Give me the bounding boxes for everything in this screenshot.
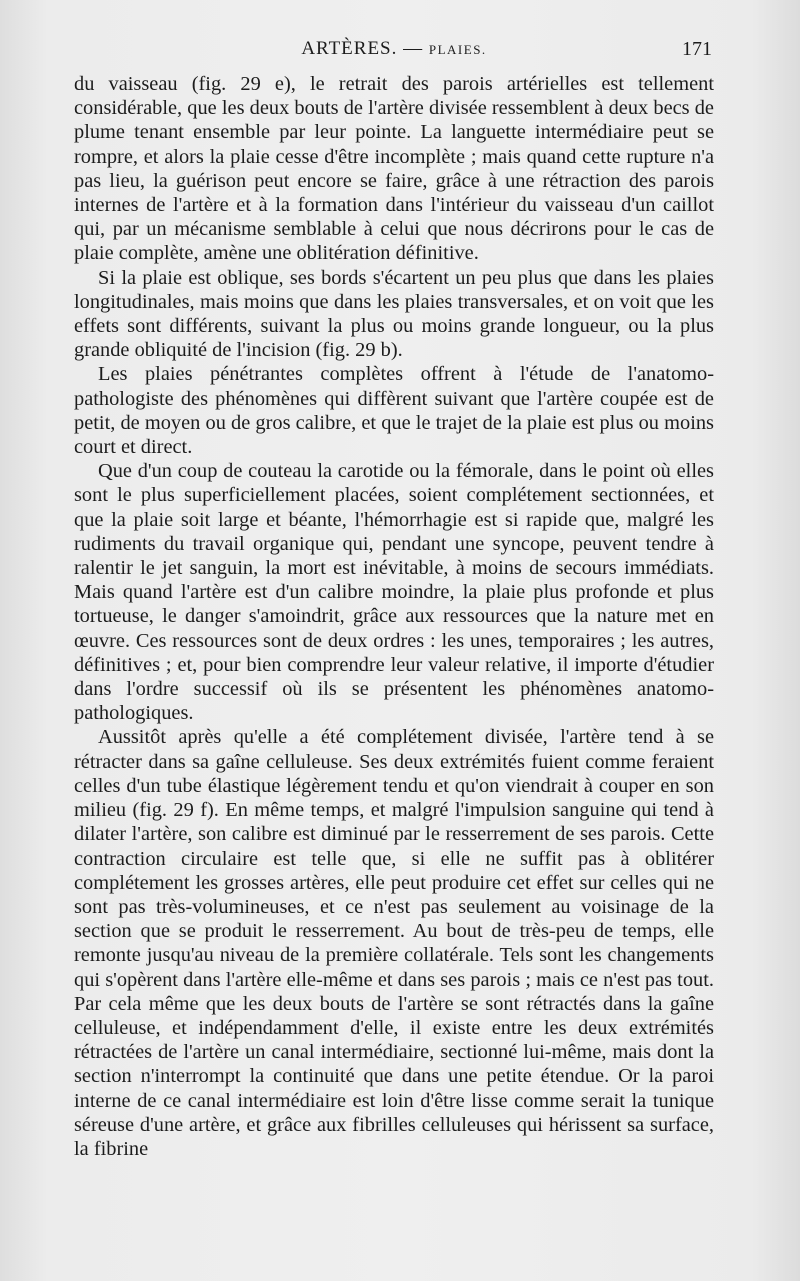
body-text: [74, 72, 714, 1161]
page-number: 171: [682, 38, 712, 60]
page-header: [74, 38, 714, 68]
paragraph-1: du vaisseau (fig. 29 e), le retrait des parois artérielles est tellement considérable, que les deux bouts de l'artère divisée ressemblent à deux becs de plume tenant ensemble par leur pointe. La languette intermédiaire peut se rompre, et alors la plaie cesse d'être incomplète ; mais quand cette rupture n'a pas lieu, la guérison peut encore se faire, grâce à une rétraction des parois internes de l'artère et à la formation dans l'intérieur du vaisseau d'un caillot qui, par un mécanisme semblable à celui que nous décrirons pour le cas de plaie complète, amène une oblitération définitive.: [74, 73, 714, 265]
running-title-main: ARTÈRES. —: [301, 38, 424, 59]
paragraph-4: Que d'un coup de couteau la carotide ou la fémorale, dans le point où elles sont le plus superficiellement placées, soient complétement sectionnées, et que la plaie soit large et béante, l'hémorrhagie est si rapide que, malgré les rudiments du travail organique qui, pendant une syncope, peuvent tendre à ralentir le jet sanguin, la mort est inévitable, à moins de secours immédiats. Mais quand l'artère est d'un calibre moindre, la plaie plus profonde et plus tortueuse, le danger s'amoindrit, grâce aux ressources que la nature met en œuvre. Ces ressources sont de deux ordres : les unes, temporaires ; les autres, définitives ; et, pour bien comprendre leur valeur relative, il importe d'étudier dans l'ordre successif où ils se présentent les phénomènes anatomo-pathologiques.: [74, 460, 714, 725]
paragraph-3: Les plaies pénétrantes complètes offrent à l'étude de l'anatomo-pathologiste des phénomènes qui diffèrent suivant que l'artère coupée est de petit, de moyen ou de gros calibre, et que le trajet de la plaie est plus ou moins court et direct.: [74, 363, 714, 459]
running-title: [74, 38, 714, 60]
paragraph-2: Si la plaie est oblique, ses bords s'écartent un peu plus que dans les plaies longitudinales, mais moins que dans les plaies transversales, et on voit que les effets sont différents, suivant la plus ou moins grande longueur, ou la plus grande obliquité de l'incision (fig. 29 b).: [74, 266, 714, 362]
running-title-sub: PLAIES.: [428, 42, 487, 57]
paragraph-5: Aussitôt après qu'elle a été complétement divisée, l'artère tend à se rétracter dans sa gaîne celluleuse. Ses deux extrémités fuient comme feraient celles d'un tube élastique légèrement tendu et qu'on viendrait à couper en son milieu (fig. 29 f). En même temps, et malgré l'impulsion sanguine qui tend à dilater l'artère, son calibre est diminué par le resserrement de ses parois. Cette contraction circulaire est telle que, si elle ne suffit pas à oblitérer complétement les grosses artères, elle peut produire cet effet sur celles qui ne sont pas très-volumineuses, et ce n'est pas seulement au voisinage de la section que se produit le resserrement. Au bout de très-peu de temps, elle remonte jusqu'au niveau de la première collatérale. Tels sont les changements qui s'opèrent dans l'artère elle-même et dans ses parois ; mais ce n'est pas tout. Par cela même que les deux bouts de l'artère se sont rétractés dans la gaîne celluleuse, et indépendamment d'elle, il existe entre les deux extrémités rétractées de l'artère un canal intermédiaire, sectionné lui-même, mais dont la section n'interrompt la continuité que dans une petite étendue. Or la paroi interne de ce canal intermédiaire est loin d'être lisse comme serait la tunique séreuse d'une artère, et grâce aux fibrilles celluleuses qui hérissent sa surface, la fibrine: [74, 726, 714, 1160]
